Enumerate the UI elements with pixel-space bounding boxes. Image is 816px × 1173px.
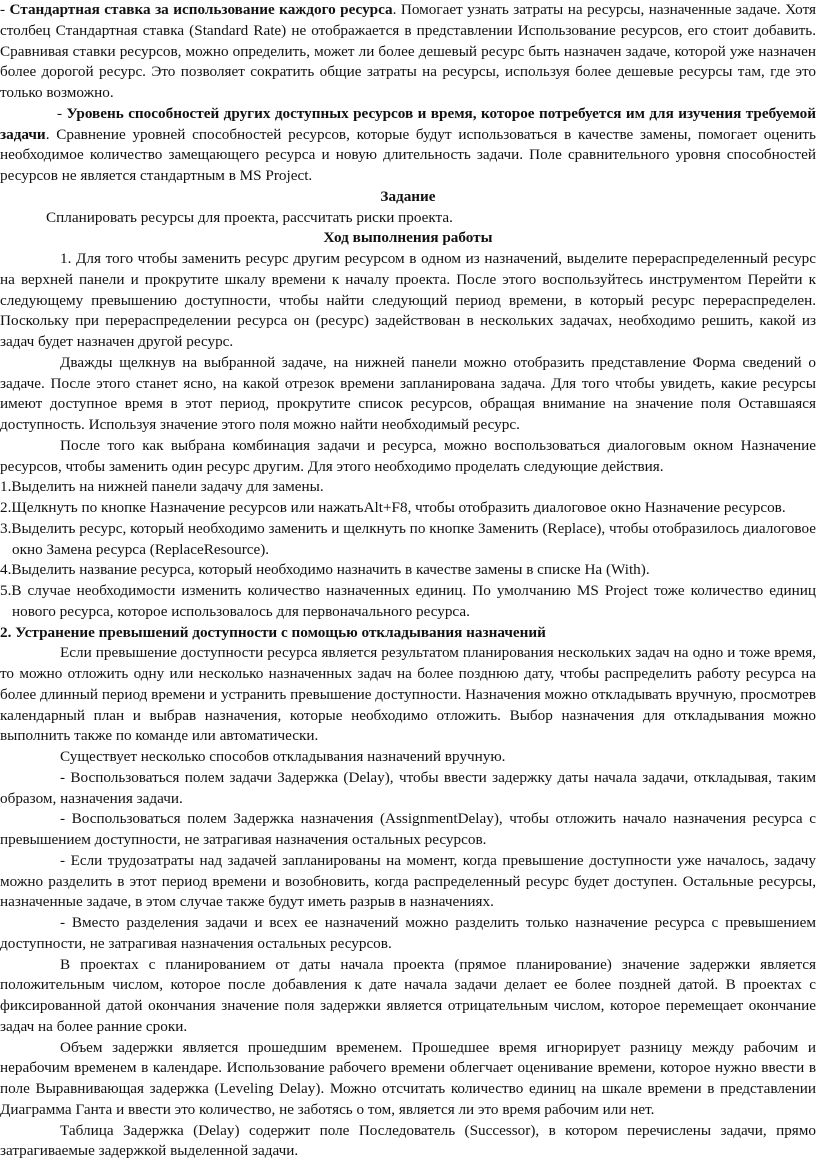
paragraph-task-form: Дважды щелкнув на выбранной задаче, на нижней панели можно отобразить представление Форма сведений о задаче. После этого станет ясно, на какой отрезок времени запланирована задача. Для того чтобы увидеть, какие ресурсы имеют доступное время в этот период, прокрутите список ресурсов, обращая внимание на значение поля Оставшаяся доступность. Используя значение этого поля можно найти необходимый ресурс.	[0, 353, 816, 433]
paragraph-split-task: - Если трудозатраты над задачей запланированы на момент, когда превышение доступности уже началось, задачу можно разделить в этот период времени и возобновить, когда распределенный ресурс будет доступен. Остальные ресурсы, назначенные задаче, в этом случае также будут иметь разрыв в назначениях.	[0, 851, 816, 911]
task-heading: Задание	[380, 187, 436, 205]
paragraph-replace-resource: 1. Для того чтобы заменить ресурс другим ресурсом в одном из назначений, выделите перераспределенный ресурс на верхней панели и прокрутите шкалу времени к началу проекта. После этого воспользуйтесь инструментом Перейти к следующему превышению доступности, чтобы найти следующий период времени, в который ресурс перераспределен. Поскольку при перераспределении ресурса он (ресурс) задействован в нескольких задачах, необходимо решить, какой из задач будет назначен другой ресурс.	[0, 250, 816, 350]
paragraph-standard-rate: - Стандартная ставка за использование каждого ресурса. Помогает узнать затраты на ресурсы, назначенные задаче. Хотя столбец Стандартная ставка (Standard Rate) не отображается в представлении Использование ресурсов, его стоит добавить. Сравнивая ставки ресурсов, можно определить, может ли более дешевый ресурс быть назначен задаче, которой уже назначен более дорогой ресурс. Это позволяет сократить общие затраты на ресурсы, используя более дешевые ресурсы там, где это только возможно.	[0, 1, 816, 101]
step-item: 1.Выделить на нижней панели задачу для замены.	[0, 478, 324, 496]
paragraph-text: . Помогает узнать затраты на ресурсы, назначенные задаче. Хотя столбец Стандартная ставка (Standard Rate) не отображается в представлении Использование ресурсов, его стоит добавить. Сравнивая ставки ресурсов, можно определить, может ли более дешевый ресурс быть назначен задаче, которой уже назначен более дорогой ресурс. Это позволяет сократить общие затраты на ресурсы, используя более дешевые ресурсы там, где это только возможно.	[0, 1, 816, 101]
paragraph-skill-level: - Уровень способностей других доступных ресурсов и время, которое потребуется им для изучения требуемой задачи. Сравнение уровней способностей ресурсов, которые будут использоваться в качестве замены, помогает оценить необходимое количество замещающего ресурса и новую длительность задачи. Поле сравнительного уровня способностей ресурсов не является стандартным в MS Project.	[0, 104, 816, 184]
paragraph-split-assignment: - Вместо разделения задачи и всех ее назначений можно разделить только назначение ресурса с превышением доступности, не затрагивая назначения остальных ресурсов.	[0, 914, 816, 952]
step-item: 3.Выделить ресурс, который необходимо заменить и щелкнуть по кнопке Заменить (Replace), чтобы отобразилось диалоговое окно Замена ресурса (ReplaceResource).	[0, 519, 816, 558]
paragraph-text: . Сравнение уровней способностей ресурсов, которые будут использоваться в качестве замены, помогает оценить необходимое количество замещающего ресурса и новую длительность задачи. Поле сравнительного уровня способностей ресурсов не является стандартным в MS Project.	[0, 125, 816, 184]
paragraph-delay-table: Таблица Задержка (Delay) содержит поле Последователь (Successor), в котором перечислены задачи, прямо затрагиваемые задержкой выделенной задачи.	[0, 1121, 816, 1160]
task-text: Спланировать ресурсы для проекта, рассчитать риски проекта.	[46, 208, 453, 226]
step-item: 4.Выделить название ресурса, который необходимо назначить в качестве замены в списке На (With).	[0, 561, 650, 579]
paragraph-elapsed-time: Объем задержки является прошедшим временем. Прошедшее время игнорирует разницу между рабочим и нерабочим временем в календаре. Использование рабочего времени облегчает оценивание времени, которое нужно ввести в поле Выравнивающая задержка (Leveling Delay). Можно отсчитать количество единиц на шкале времени в представлении Диаграмма Ганта и ввести это количество, не заботясь о том, является ли это время рабочим или нет.	[0, 1038, 816, 1118]
paragraph-manual-ways: Существует несколько способов откладывания назначений вручную.	[60, 748, 506, 765]
bold-term-standard-rate: Стандартная ставка за использование каждого ресурса	[9, 1, 393, 18]
section-heading: 2. Устранение превышений доступности с помощью откладывания назначений	[0, 623, 546, 641]
step-item: 2.Щелкнуть по кнопке Назначение ресурсов или нажатьAlt+F8, чтобы отобразить диалоговое окно Назначение ресурсов.	[0, 499, 786, 516]
paragraph-delay-field: - Воспользоваться полем задачи Задержка (Delay), чтобы ввести задержку даты начала задачи, откладывая, таким образом, назначения задачи.	[0, 768, 816, 807]
paragraph-forward-scheduling: В проектах с планированием от даты начала проекта (прямое планирование) значение задержки является положительным числом, которое после добавления к дате начала задачи делает ее более поздней датой. В проектах с фиксированной датой окончания значение поля задержки является отрицательным числом, которое перемещает окончание задач на более ранние сроки.	[0, 955, 816, 1035]
paragraph-assignment-dialog: После того как выбрана комбинация задачи и ресурса, можно воспользоваться диалоговым окном Назначение ресурсов, чтобы заменить один ресурс другим. Для этого необходимо проделать следующие действия.	[0, 436, 816, 475]
bold-term-skill-level: Уровень способностей других доступных ресурсов и время, которое потребуется им для изучения требуемой задачи	[0, 104, 816, 143]
paragraph-overallocation: Если превышение доступности ресурса является результатом планирования нескольких задач на одно и тоже время, то можно отложить одну или несколько назначенных задач на более позднюю дату, чтобы распределить работу ресурса на более длинный период времени и устранить превышение доступности. Назначения можно откладывать вручную, просмотрев календарный план и выбрав назначения, которые необходимо отложить. Выбор назначения для откладывания можно выполнить также по команде или автоматически.	[0, 644, 816, 745]
step-item: 5.В случае необходимости изменить количество назначенных единиц. По умолчанию MS Project тоже количество единиц нового ресурса, которое использовалось для первоначального ресурса.	[0, 582, 816, 620]
paragraph-assignment-delay: - Воспользоваться полем Задержка назначения (AssignmentDelay), чтобы отложить начало назначения ресурса с превышением доступности, не затрагивая назначения остальных ресурсов.	[0, 810, 816, 848]
progress-heading: Ход выполнения работы	[323, 229, 493, 247]
